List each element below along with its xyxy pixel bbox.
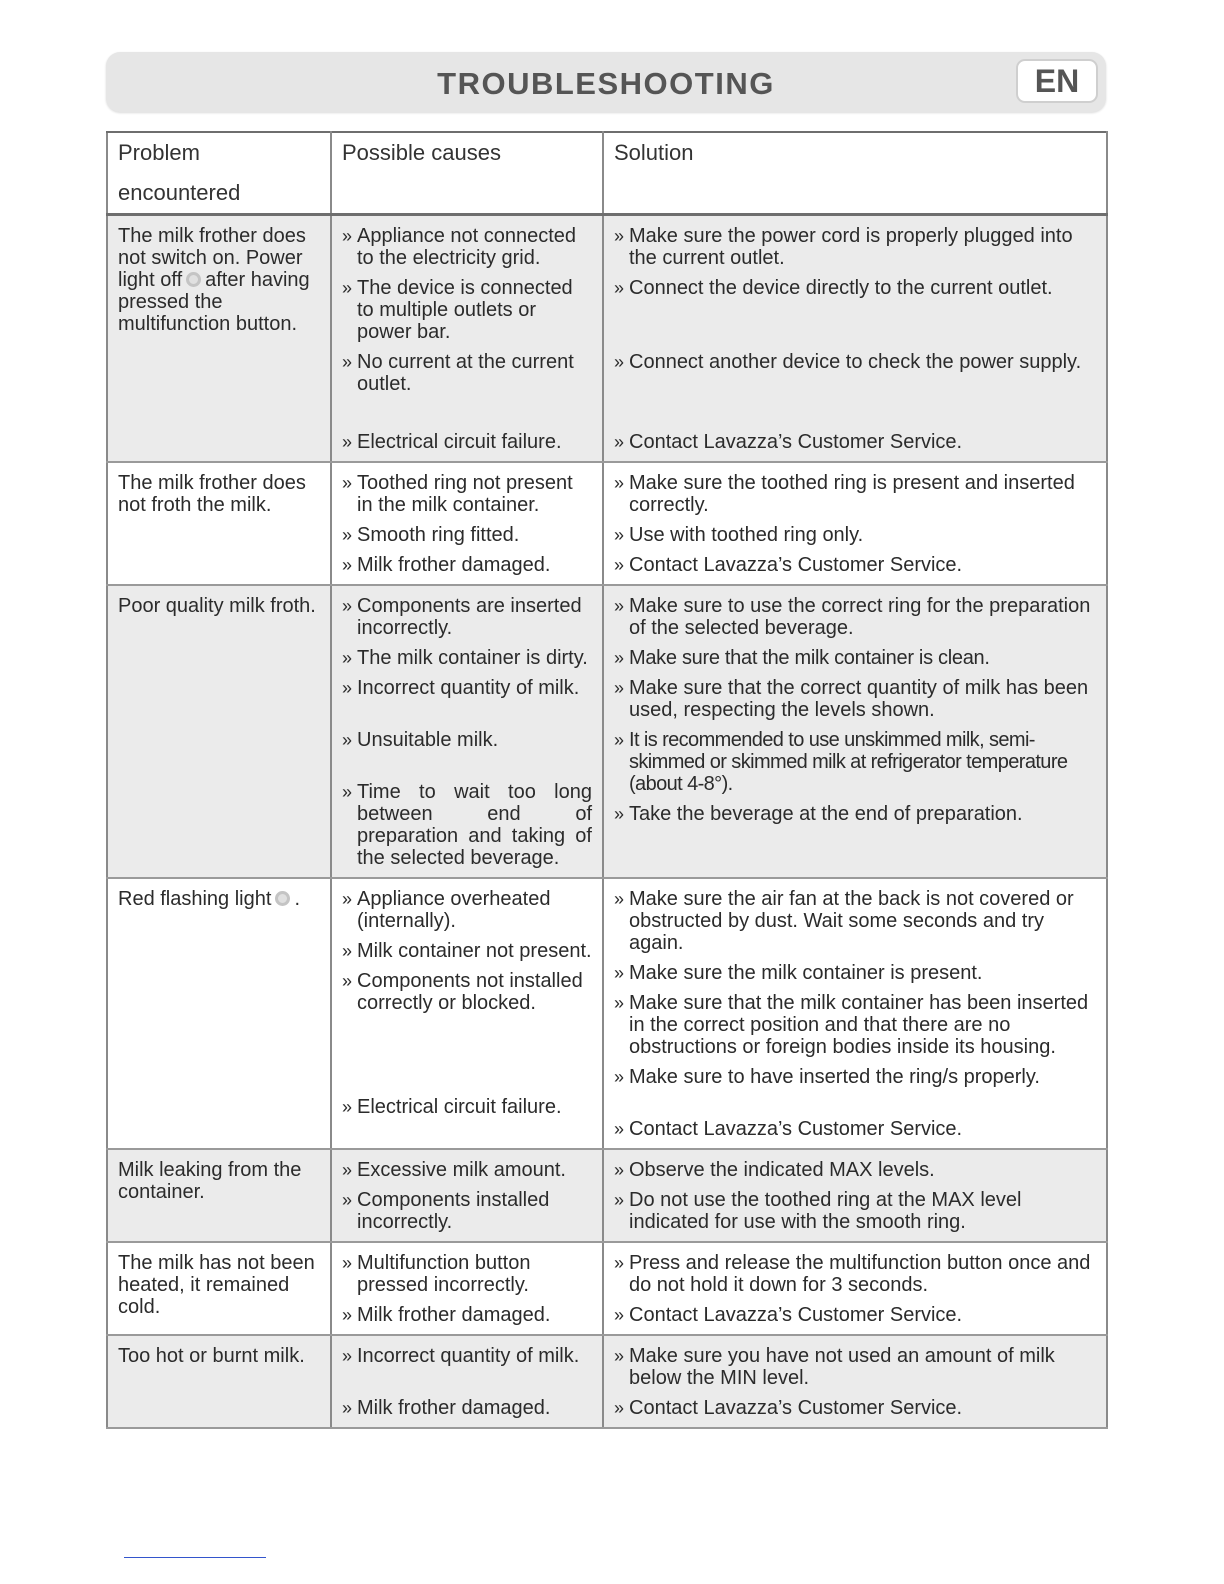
column-header-problem: Problem encountered <box>107 132 331 215</box>
solution-item: » Do not use the toothed ring at the MAX level indicated for use with the smooth ring. <box>614 1189 1096 1233</box>
solution-item: » Connect the device directly to the current outlet. <box>614 277 1096 299</box>
solution-item: » Make sure that the correct quantity of milk has been used, respecting the levels shown. <box>614 677 1096 721</box>
problem-text: The milk frother does not froth the milk. <box>118 472 306 516</box>
solution-item: » Contact Lavazza’s Customer Service. <box>614 1304 1096 1326</box>
cause-item: » Appliance not connected to the electricity grid. <box>342 225 592 269</box>
cause-item: » Milk frother damaged. <box>342 1304 592 1326</box>
cause-item: » The milk container is dirty. <box>342 647 592 669</box>
problem-cell <box>107 462 331 585</box>
solution-item: » Observe the indicated MAX levels. <box>614 1159 1096 1181</box>
solution-item: » Make sure to use the correct ring for the preparation of the selected beverage. <box>614 595 1096 639</box>
table-row <box>107 1242 1107 1335</box>
solution-item: » Contact Lavazza’s Customer Service. <box>614 1397 1096 1419</box>
cause-item: » Milk frother damaged. <box>342 554 592 576</box>
problem-text: Red flashing light <box>118 888 272 910</box>
cause-item: » Multifunction button pressed incorrectly. <box>342 1252 592 1296</box>
cause-item: » Milk container not present. <box>342 940 592 962</box>
problem-cell <box>107 878 331 1149</box>
problem-text: Too hot or burnt milk. <box>118 1345 305 1367</box>
solution-cell <box>603 1335 1107 1428</box>
solution-cell <box>603 878 1107 1149</box>
table-row <box>107 878 1107 1149</box>
solution-item: » It is recommended to use unskimmed milk, semi-skimmed or skimmed milk at refrigerator temperature (about 4-8°). <box>614 729 1096 795</box>
causes-cell <box>331 215 603 463</box>
footer-divider <box>124 1557 266 1558</box>
solution-item: » Make sure that the milk container is clean. <box>614 647 1096 669</box>
table-row <box>107 462 1107 585</box>
solution-item: » Take the beverage at the end of preparation. <box>614 803 1096 825</box>
solution-item: » Contact Lavazza’s Customer Service. <box>614 431 1096 453</box>
table-row <box>107 215 1107 463</box>
solution-item: » Press and release the multifunction button once and do not hold it down for 3 seconds. <box>614 1252 1096 1296</box>
cause-item: » Appliance overheated (internally). <box>342 888 592 932</box>
cause-item: » Components installed incorrectly. <box>342 1189 592 1233</box>
solution-item: » Make sure the air fan at the back is not covered or obstructed by dust. Wait some seconds and try again. <box>614 888 1096 954</box>
cause-item: » Electrical circuit failure. <box>342 431 592 453</box>
cause-item: » Electrical circuit failure. <box>342 1096 592 1118</box>
problem-text: The milk frother does not switch on. Power light off <box>118 225 306 291</box>
solution-item: » Make sure you have not used an amount of milk below the MIN level. <box>614 1345 1096 1389</box>
light-off-icon <box>186 272 201 287</box>
cause-item: » Milk frother damaged. <box>342 1397 592 1419</box>
red-flashing-light-icon <box>275 891 290 906</box>
problem-text-continued: after having pressed the multifunction button. <box>118 269 310 335</box>
solution-cell <box>603 585 1107 878</box>
problem-cell <box>107 1242 331 1335</box>
column-header-causes: Possible causes <box>331 132 603 215</box>
problem-text: The milk has not been heated, it remained cold. <box>118 1252 315 1318</box>
solution-cell <box>603 215 1107 463</box>
table-row <box>107 1335 1107 1428</box>
solution-item: » Contact Lavazza’s Customer Service. <box>614 1118 1096 1140</box>
causes-cell <box>331 585 603 878</box>
table-header-row <box>107 132 1107 215</box>
problem-cell <box>107 1335 331 1428</box>
cause-item: » The device is connected to multiple outlets or power bar. <box>342 277 592 343</box>
problem-cell <box>107 585 331 878</box>
table-row <box>107 1149 1107 1242</box>
cause-item: » Unsuitable milk. <box>342 729 592 751</box>
causes-cell <box>331 1149 603 1242</box>
problem-cell <box>107 215 331 463</box>
cause-item: » Components are inserted incorrectly. <box>342 595 592 639</box>
language-badge: EN <box>1016 59 1098 103</box>
solution-item: » Make sure that the milk container has been inserted in the correct position and that there are no obstructions or foreign bodies inside its housing. <box>614 992 1096 1058</box>
causes-cell <box>331 878 603 1149</box>
cause-item: » Excessive milk amount. <box>342 1159 592 1181</box>
cause-item: » Toothed ring not present in the milk container. <box>342 472 592 516</box>
table-row <box>107 585 1107 878</box>
solution-cell <box>603 1149 1107 1242</box>
problem-text: Milk leaking from the container. <box>118 1159 302 1203</box>
section-header <box>106 52 1106 112</box>
solution-item: » Make sure to have inserted the ring/s properly. <box>614 1066 1096 1088</box>
page-title: TROUBLESHOOTING <box>437 66 775 101</box>
troubleshooting-table <box>106 131 1108 1429</box>
solution-item: » Make sure the toothed ring is present and inserted correctly. <box>614 472 1096 516</box>
solution-item: » Contact Lavazza’s Customer Service. <box>614 554 1096 576</box>
solution-item: » Use with toothed ring only. <box>614 524 1096 546</box>
column-header-solution: Solution <box>603 132 1107 215</box>
causes-cell <box>331 462 603 585</box>
cause-item: » Smooth ring fitted. <box>342 524 592 546</box>
solution-cell <box>603 1242 1107 1335</box>
cause-item: » Components not installed correctly or blocked. <box>342 970 592 1014</box>
solution-item: » Make sure the power cord is properly plugged into the current outlet. <box>614 225 1096 269</box>
causes-cell <box>331 1242 603 1335</box>
problem-cell <box>107 1149 331 1242</box>
solution-item: » Make sure the milk container is present. <box>614 962 1096 984</box>
causes-cell <box>331 1335 603 1428</box>
cause-item: » Time to wait too long between end of preparation and taking of the selected beverage. <box>342 781 592 869</box>
solution-item: » Connect another device to check the power supply. <box>614 351 1096 373</box>
solution-cell <box>603 462 1107 585</box>
problem-text: Poor quality milk froth. <box>118 595 316 617</box>
cause-item: » Incorrect quantity of milk. <box>342 677 592 699</box>
cause-item: » No current at the current outlet. <box>342 351 592 395</box>
cause-item: » Incorrect quantity of milk. <box>342 1345 592 1367</box>
problem-text-continued: . <box>294 888 300 910</box>
